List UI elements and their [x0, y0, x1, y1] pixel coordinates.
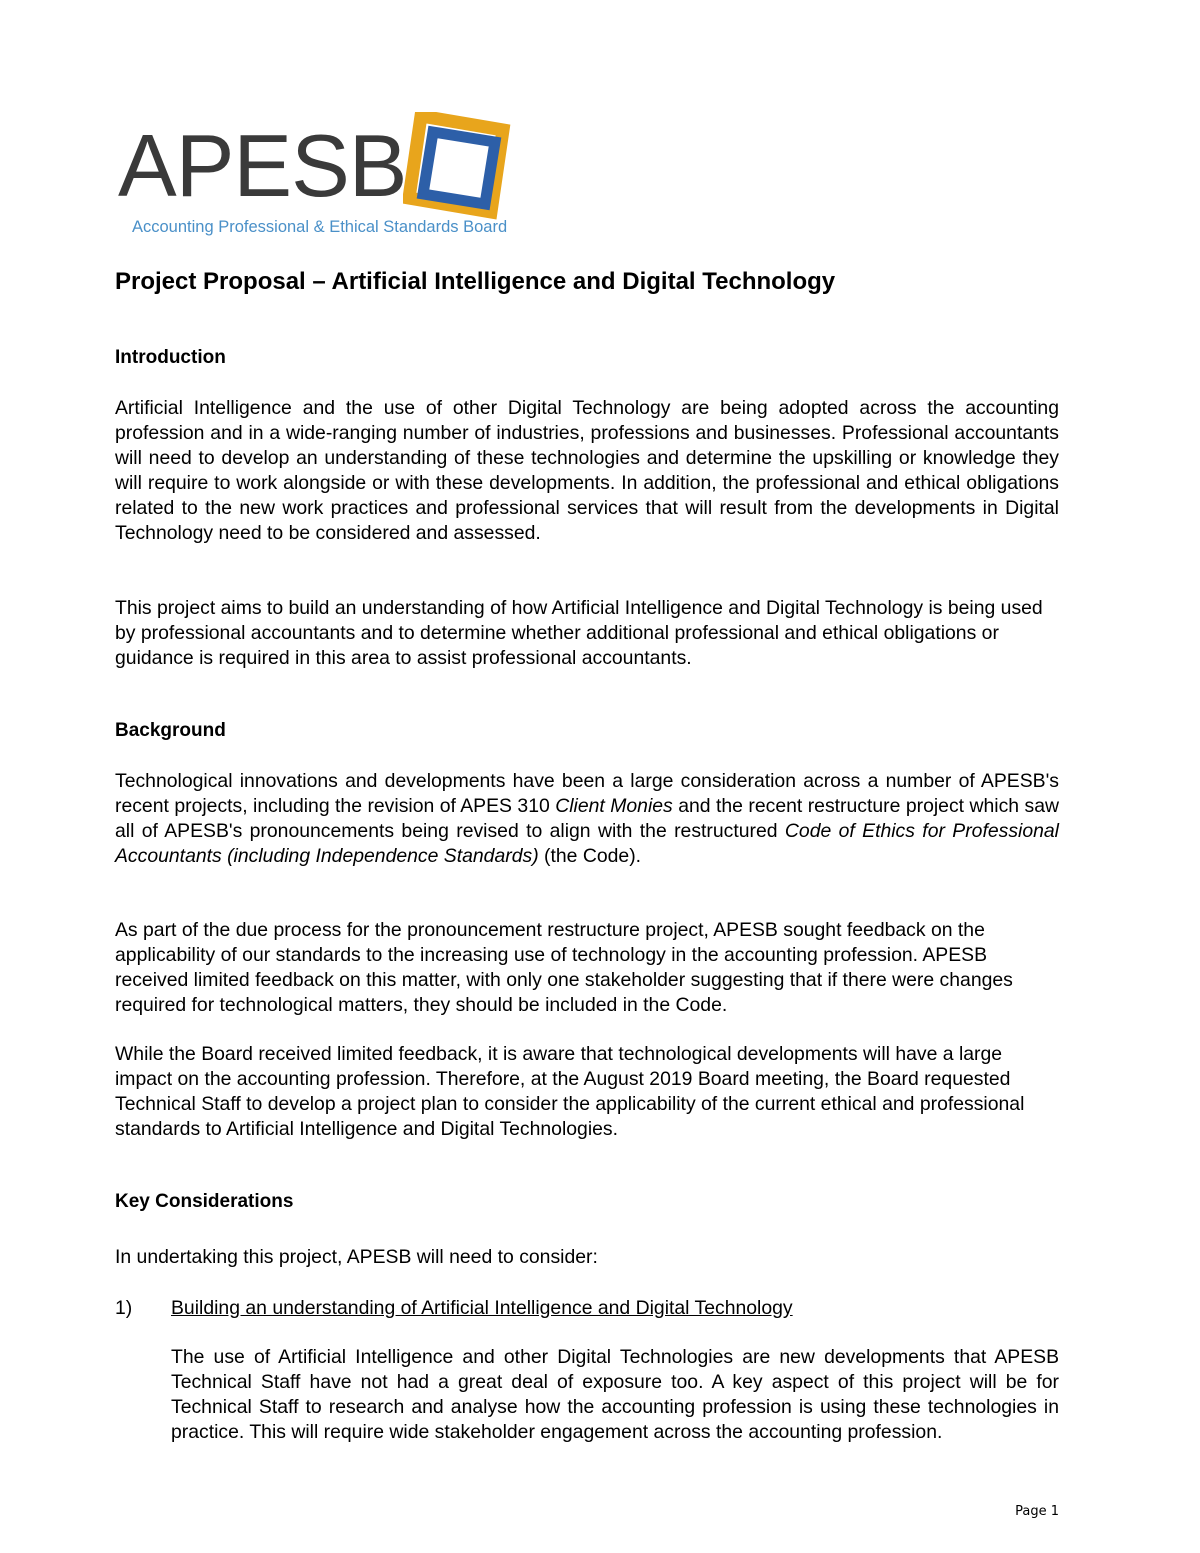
background-paragraph-1 [115, 769, 1059, 869]
page-number: Page 1 [1015, 1504, 1059, 1519]
code-of-ethics-italic: Code of Ethics for Professional Accountants (including Independence Standards) [115, 820, 1059, 867]
list-item-body: The use of Artificial Intelligence and other Digital Technologies are new developments that APESB Technical Staff have not had a great deal of exposure too. A key aspect of this project will be for Technical Staff to research and analyse how the accounting profession is using these technologies in practice. This will require wide stakeholder engagement across the accounting profession. [171, 1346, 1059, 1443]
background-paragraph-3: While the Board received limited feedback, it is aware that technological developments will have a large impact on the accounting profession. Therefore, at the August 2019 Board meeting, the Board requested Technical Staff to develop a project plan to consider the applicability of the current ethical and professional standards to Artificial Intelligence and Digital Technologies. [115, 1043, 1025, 1140]
logo-tagline: Accounting Professional & Ethical Standards Board [132, 218, 508, 236]
list-item-number: 1) [115, 1297, 133, 1319]
background-p1-text-1: Technological innovations and developments have been a large consideration across a number of APESB's recent projects, including the revision of APES 310 [115, 770, 1059, 817]
introduction-paragraph-1: Artificial Intelligence and the use of other Digital Technology are being adopted across the accounting profession and in a wide-ranging number of industries, professions and businesses. Professional accountants will need to develop an understanding of these technologies and determine the upskilling or knowledge they will require to work alongside or with these developments. In addition, the professional and ethical obligations related to the new work practices and professional services that will result from the developments in Digital Technology need to be considered and assessed. [115, 397, 1059, 544]
background-p1-text-2: and the recent restructure project which saw all of APESB's pronouncements being revised to align with the restructured [115, 795, 1059, 842]
background-heading: Background [115, 720, 226, 741]
logo-wordmark: APESB [118, 116, 407, 215]
list-item-title: Building an understanding of Artificial Intelligence and Digital Technology [171, 1297, 793, 1319]
background-p1-text-3: (the Code). [538, 845, 642, 867]
key-considerations-intro: In undertaking this project, APESB will need to consider: [115, 1246, 598, 1268]
background-paragraph-2: As part of the due process for the pronouncement restructure project, APESB sought feedback on the applicability of our standards to the increasing use of technology in the accounting profession. APESB received limited feedback on this matter, with only one stakeholder suggesting that if there were changes required for technological matters, they should be included in the Code. [115, 919, 1013, 1016]
apesb-logo [118, 112, 508, 242]
introduction-heading: Introduction [115, 347, 226, 368]
introduction-paragraph-2: This project aims to build an understanding of how Artificial Intelligence and Digital Technology is being used by professional accountants and to determine whether additional professional and ethical obligations or guidance is required in this area to assist professional accountants. [115, 597, 1043, 669]
key-considerations-heading: Key Considerations [115, 1191, 294, 1212]
logo-squares-icon [403, 112, 513, 222]
document-title: Project Proposal – Artificial Intelligence and Digital Technology [115, 268, 836, 295]
client-monies-italic: Client Monies [555, 795, 673, 817]
